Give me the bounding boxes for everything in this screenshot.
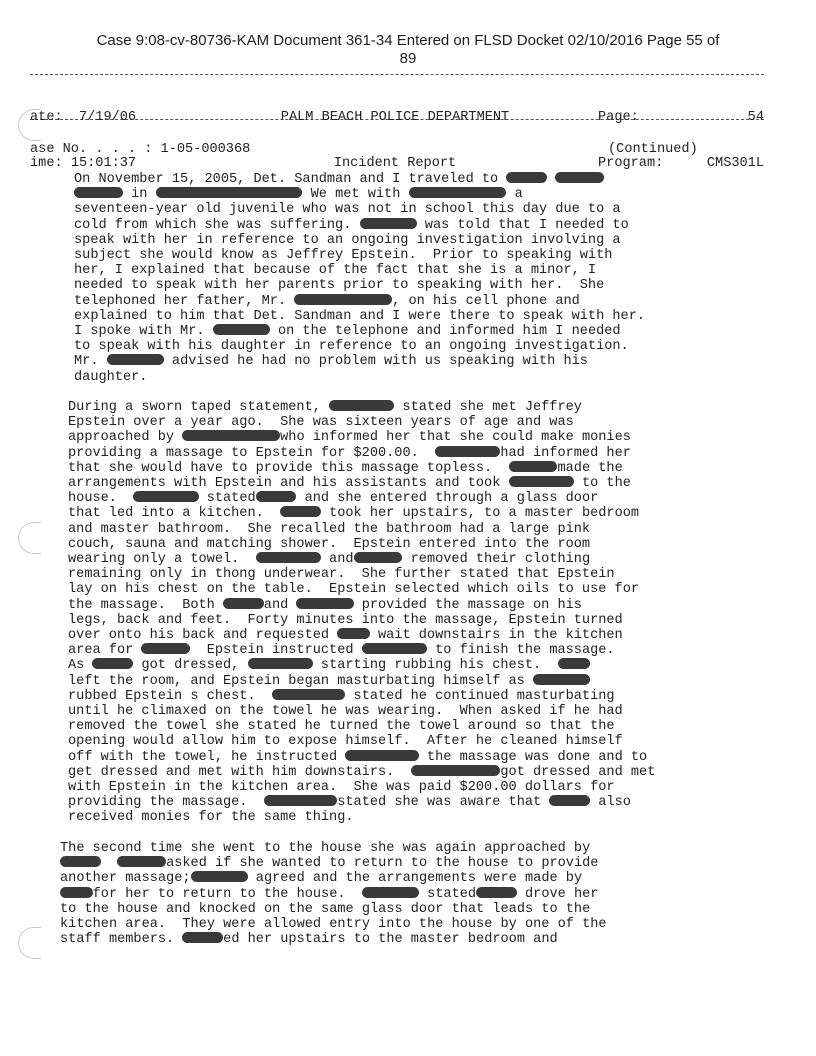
court-filing-header-line1: Case 9:08-cv-80736-KAM Document 361-34 Entered on FLSD Docket 02/10/2016 Page 55 of xyxy=(96,32,720,49)
redaction-bar xyxy=(74,187,123,198)
redaction-bar xyxy=(264,795,337,806)
narrative-text: wearing only a towel. xyxy=(68,552,256,568)
narrative-line xyxy=(68,506,655,521)
narrative-text: rubbed Epstein s chest. xyxy=(68,688,272,704)
case-label: ase No. . . . : xyxy=(30,142,153,157)
narrative-text: house. xyxy=(68,491,134,507)
narrative-text: who informed her that she could make monies xyxy=(280,430,631,446)
redaction-bar xyxy=(191,871,248,882)
narrative-text: and master bathroom. She recalled the bathroom had a large pink xyxy=(68,521,591,537)
redaction-bar xyxy=(337,628,370,639)
narrative-line xyxy=(74,354,645,369)
hole-punch-mark xyxy=(18,927,41,959)
narrative-text: the massage. Both xyxy=(68,597,223,613)
narrative-line xyxy=(74,218,645,233)
redaction-bar xyxy=(213,324,270,335)
narrative-text: Epstein instructed xyxy=(190,643,362,659)
page-label: Page: xyxy=(598,110,639,126)
narrative-text: for her to return to the house. xyxy=(92,886,362,902)
court-filing-header-line2: 89 xyxy=(399,50,417,67)
redaction-bar xyxy=(107,354,164,365)
page-value: 54 xyxy=(747,110,764,126)
narrative-line xyxy=(74,370,645,385)
narrative-text: drove her xyxy=(516,886,599,902)
narrative-text: wait downstairs in the kitchen xyxy=(369,628,623,644)
narrative-text: stated she met Jeffrey xyxy=(394,400,582,415)
narrative-text: to speak with his daughter in reference to an ongoing investigation. xyxy=(74,339,629,355)
narrative-text: the massage was done and to xyxy=(418,749,648,765)
narrative-text: get dressed and met with him downstairs. xyxy=(68,764,411,780)
redaction-bar xyxy=(182,430,280,441)
date-label: ate: xyxy=(30,110,63,126)
narrative-line xyxy=(68,628,655,643)
report-type: Incident Report xyxy=(333,156,457,172)
narrative-line xyxy=(74,324,645,339)
narrative-text: stated xyxy=(198,491,256,507)
narrative-text: to the house and knocked on the same glass door that leads to the xyxy=(60,901,591,917)
narrative-text: a xyxy=(506,187,523,203)
date-value: 7/19/06 xyxy=(78,110,137,126)
narrative-line xyxy=(60,871,607,886)
narrative-text: We met with xyxy=(302,187,409,203)
narrative-text: advised he had no problem with us speaking with his xyxy=(163,354,588,370)
narrative-line xyxy=(68,613,655,628)
redaction-bar xyxy=(60,856,101,867)
narrative-line xyxy=(68,522,655,537)
narrative-line xyxy=(74,187,645,202)
narrative-line xyxy=(68,582,655,597)
narrative-line xyxy=(68,780,655,795)
narrative-line xyxy=(74,202,645,217)
narrative-line xyxy=(68,674,655,689)
redaction-bar xyxy=(256,491,297,502)
narrative-text: opening would allow him to expose himself. After he cleaned himself xyxy=(68,734,623,750)
redaction-bar xyxy=(362,643,427,654)
narrative-text: got dressed, xyxy=(133,658,248,674)
narrative-line xyxy=(68,491,655,506)
redaction-bar xyxy=(549,795,590,806)
narrative-line xyxy=(60,841,607,856)
narrative-text xyxy=(547,172,555,187)
redaction-bar xyxy=(506,172,547,183)
narrative-line xyxy=(74,233,645,248)
narrative-text: provided the massage on his xyxy=(353,597,582,613)
redaction-bar xyxy=(156,187,303,198)
narrative-text: left the room, and Epstein began masturbating himself as xyxy=(68,673,533,689)
hole-punch-mark xyxy=(18,109,41,141)
narrative-text: with Epstein in the kitchen area. She was paid $200.00 dollars for xyxy=(68,780,615,796)
redaction-bar xyxy=(256,552,321,563)
narrative-line xyxy=(74,339,645,354)
narrative-text: As xyxy=(68,658,93,674)
redaction-bar xyxy=(509,461,558,472)
narrative-text: On November 15, 2005, Det. Sandman and I traveled to xyxy=(74,172,507,187)
narrative-text: asked if she wanted to return to the house to provide xyxy=(166,856,599,872)
redaction-bar xyxy=(345,750,418,761)
narrative-text: needed to speak with her parents prior to speaking with her. She xyxy=(74,278,605,294)
narrative-text: took her upstairs, to a master bedroom xyxy=(320,506,640,522)
narrative-text: legs, back and feet. Forty minutes into the massage, Epstein turned xyxy=(68,612,623,628)
redaction-bar xyxy=(60,887,93,898)
redaction-bar xyxy=(117,856,166,867)
report-date-time xyxy=(30,80,136,186)
narrative-text: stated xyxy=(418,886,477,902)
time-value: 15:01:37 xyxy=(70,156,137,172)
narrative-line xyxy=(68,719,655,734)
narrative-text: to finish the massage. xyxy=(426,643,615,659)
narrative-text: over onto his back and requested xyxy=(68,628,338,644)
redaction-bar xyxy=(182,932,223,943)
narrative-line xyxy=(68,765,655,780)
redaction-bar xyxy=(411,765,501,776)
narrative-text: staff members. xyxy=(60,932,183,948)
narrative-line xyxy=(60,887,607,902)
narrative-line xyxy=(68,461,655,476)
narrative-text: and she entered through a glass door xyxy=(296,491,599,507)
narrative-line xyxy=(68,704,655,719)
redaction-bar xyxy=(558,658,591,669)
narrative-line xyxy=(68,400,655,415)
narrative-line xyxy=(68,430,655,445)
narrative-line xyxy=(68,567,655,582)
narrative-text: couch, sauna and matching shower. Epstein entered into the room xyxy=(68,536,591,552)
narrative-text: was told that I needed to xyxy=(416,217,629,233)
program-label: Program: xyxy=(598,156,664,172)
narrative-text: Mr. xyxy=(74,354,107,370)
narrative-line xyxy=(68,537,655,552)
narrative-line xyxy=(74,278,645,293)
redaction-bar xyxy=(272,689,345,700)
redaction-bar xyxy=(280,506,321,517)
narrative-text: remaining only in thong underwear. She further stated that Epstein xyxy=(68,567,615,583)
narrative-text: The second time she went to the house she was again approached by xyxy=(60,841,591,856)
narrative-line xyxy=(74,172,645,187)
redaction-bar xyxy=(223,598,264,609)
narrative-line xyxy=(68,734,655,749)
narrative-text: agreed and the arrangements were made by xyxy=(247,871,583,887)
narrative-line xyxy=(74,248,645,263)
narrative-line xyxy=(68,643,655,658)
narrative-text: During a sworn taped statement, xyxy=(68,400,330,415)
narrative-text: Epstein over a year ago. She was sixteen years of age and was xyxy=(68,415,574,431)
narrative-text: speak with her in reference to an ongoing investigation involving a xyxy=(74,232,621,248)
narrative-line xyxy=(68,552,655,567)
narrative-line xyxy=(74,263,645,278)
narrative-line xyxy=(74,294,645,309)
program-value: CMS301L xyxy=(706,156,764,172)
narrative-text: received monies for the same thing. xyxy=(68,810,354,826)
narrative-text: , on his cell phone and xyxy=(392,293,580,309)
redaction-bar xyxy=(435,446,500,457)
narrative-text: ed her upstairs to the master bedroom and xyxy=(223,932,558,948)
narrative-paragraph-3 xyxy=(60,841,607,947)
narrative-paragraph-1 xyxy=(74,172,645,385)
narrative-text: to the xyxy=(573,476,631,492)
narrative-line xyxy=(60,902,607,917)
narrative-line xyxy=(68,750,655,765)
narrative-text: and xyxy=(263,597,297,613)
narrative-text: until he climaxed on the towel he was wearing. When asked if he had xyxy=(68,704,623,720)
narrative-text: I spoke with Mr. xyxy=(74,324,213,340)
redaction-bar xyxy=(362,887,419,898)
time-label: ime: xyxy=(30,156,63,172)
narrative-text: subject she would know as Jeffrey Epstein. Prior to speaking with xyxy=(74,248,613,264)
narrative-line xyxy=(68,476,655,491)
narrative-text: kitchen area. They were allowed entry into the house by one of the xyxy=(60,917,607,933)
narrative-text: that led into a kitchen. xyxy=(68,506,281,522)
case-number: 1-05-000368 xyxy=(160,142,251,157)
narrative-line xyxy=(60,856,607,871)
narrative-text: removed the towel she stated he turned the towel around so that the xyxy=(68,719,615,735)
narrative-text: stated he continued masturbating xyxy=(345,688,615,704)
narrative-text: starting rubbing his chest. xyxy=(312,658,558,674)
narrative-paragraph-2 xyxy=(68,400,655,826)
narrative-line xyxy=(68,415,655,430)
report-title-block xyxy=(230,80,560,186)
narrative-line xyxy=(68,598,655,613)
narrative-text: explained to him that Det. Sandman and I were there to speak with her. xyxy=(74,308,646,324)
redaction-bar xyxy=(409,187,507,198)
narrative-line xyxy=(60,917,607,932)
redaction-bar xyxy=(248,658,313,669)
hole-punch-mark xyxy=(18,522,41,554)
narrative-text: and xyxy=(320,552,354,568)
narrative-line xyxy=(68,689,655,704)
narrative-text: got dressed and met xyxy=(500,764,656,780)
redaction-bar xyxy=(294,294,392,305)
narrative-text: had informed her xyxy=(500,445,631,461)
narrative-text: stated she was aware that xyxy=(337,795,550,811)
narrative-line xyxy=(74,309,645,324)
narrative-text: area for xyxy=(68,643,142,659)
narrative-text: seventeen-year old juvenile who was not in school this day due to a xyxy=(74,202,621,218)
narrative-line xyxy=(68,795,655,810)
redaction-bar xyxy=(354,552,403,563)
department-name: PALM BEACH POLICE DEPARTMENT xyxy=(280,110,510,126)
narrative-text: removed their clothing xyxy=(402,552,591,568)
redaction-bar xyxy=(555,172,604,183)
narrative-text: cold from which she was suffering. xyxy=(74,217,360,233)
narrative-text: providing a massage to Epstein for $200.00. xyxy=(68,445,436,461)
redaction-bar xyxy=(296,598,353,609)
narrative-text: made the xyxy=(557,460,623,476)
narrative-text: lay on his chest on the table. Epstein selected which oils to use for xyxy=(68,582,640,598)
narrative-text: providing the massage. xyxy=(68,795,264,811)
narrative-text xyxy=(101,856,117,871)
header-rule-top xyxy=(30,74,764,75)
redaction-bar xyxy=(329,400,394,411)
redaction-bar xyxy=(133,491,198,502)
narrative-text: arrangements with Epstein and his assistants and took xyxy=(68,476,509,492)
narrative-text: another massage; xyxy=(60,871,191,887)
case-status: (Continued) xyxy=(608,142,698,157)
court-filing-header xyxy=(0,32,816,68)
narrative-text: telephoned her father, Mr. xyxy=(74,293,295,309)
narrative-text: on the telephone and informed him I needed xyxy=(269,324,621,340)
narrative-text: off with the towel, he instructed xyxy=(68,749,346,765)
narrative-line xyxy=(68,658,655,673)
narrative-text: also xyxy=(590,795,631,811)
narrative-text: in xyxy=(122,187,156,203)
narrative-text: that she would have to provide this massage topless. xyxy=(68,460,509,476)
redaction-bar xyxy=(92,658,133,669)
narrative-line xyxy=(60,932,607,947)
narrative-text: approached by xyxy=(68,430,183,446)
narrative-text: daughter. xyxy=(74,369,148,385)
redaction-bar xyxy=(476,887,517,898)
narrative-text: her, I explained that because of the fact that she is a minor, I xyxy=(74,263,597,279)
redaction-bar xyxy=(509,476,574,487)
redaction-bar xyxy=(360,218,417,229)
narrative-line xyxy=(68,446,655,461)
redaction-bar xyxy=(141,643,190,654)
report-page-program xyxy=(598,80,764,186)
narrative-line xyxy=(68,810,655,825)
redaction-bar xyxy=(533,674,590,685)
case-number-line xyxy=(30,142,250,157)
